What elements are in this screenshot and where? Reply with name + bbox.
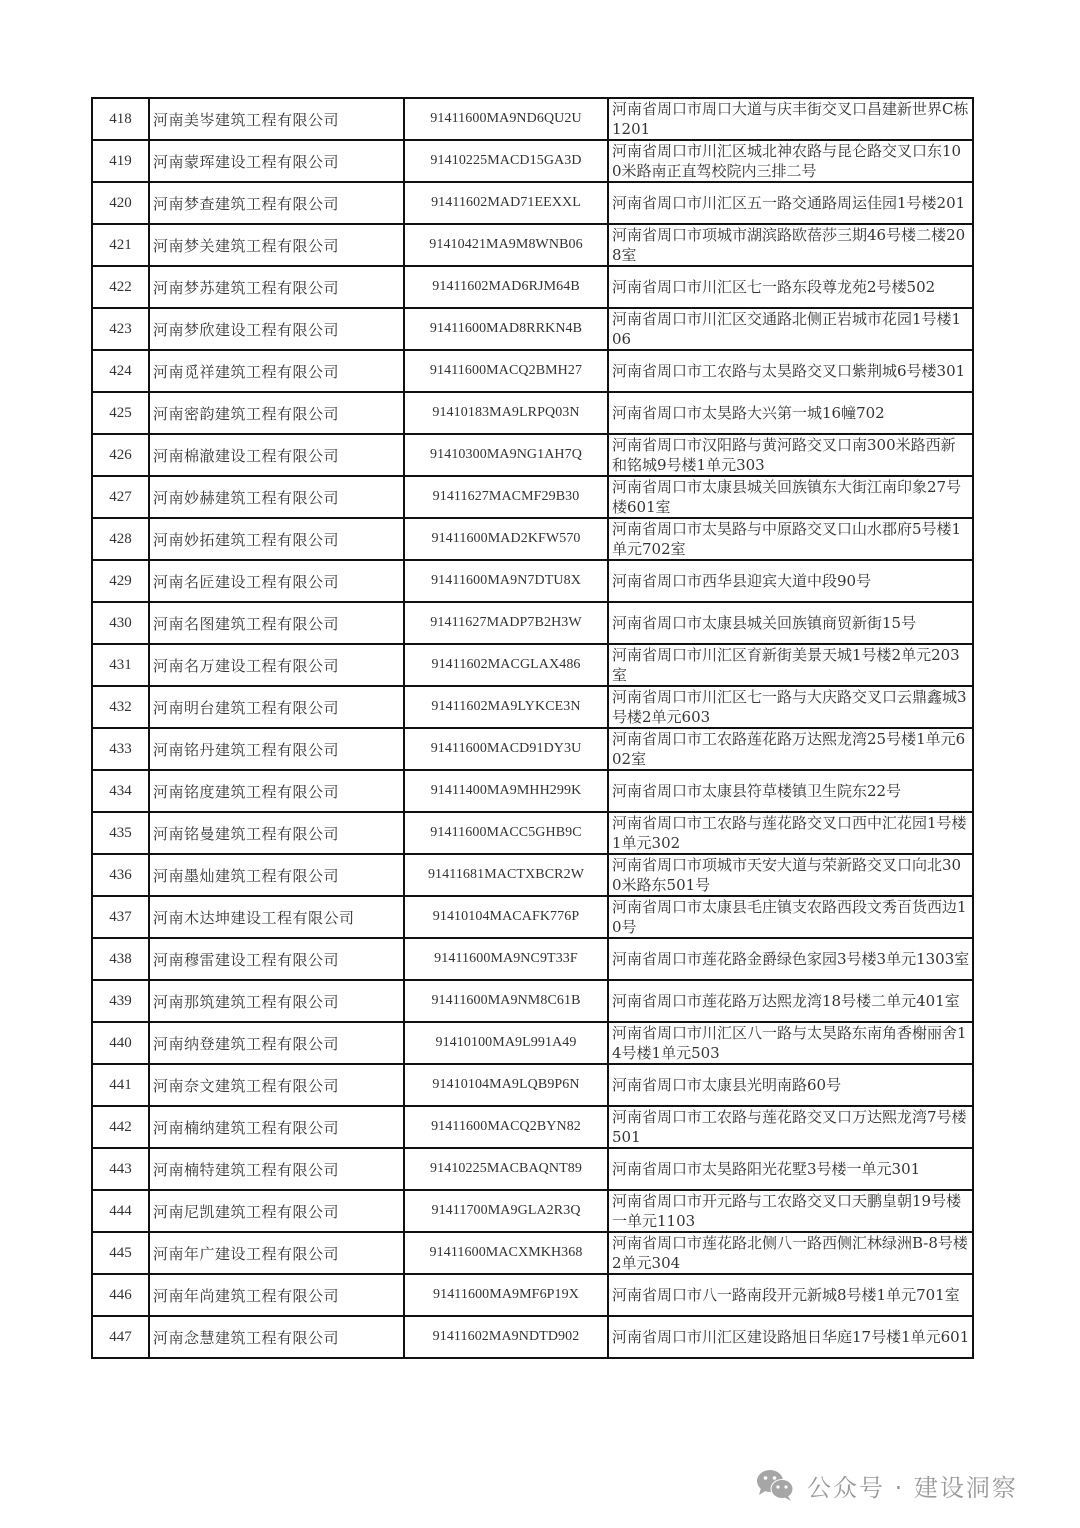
company-address: 河南省周口市太康县符草楼镇卫生院东22号	[608, 770, 973, 812]
row-number: 424	[92, 350, 149, 392]
company-name: 河南梦查建筑工程有限公司	[149, 182, 404, 224]
table-row	[92, 1316, 973, 1358]
company-address: 河南省周口市工农路与莲花路交叉口西中汇花园1号楼1单元302	[608, 812, 973, 854]
table-body	[92, 98, 973, 1358]
company-address: 河南省周口市川汇区七一路东段尊龙苑2号楼502	[608, 266, 973, 308]
row-number: 427	[92, 476, 149, 518]
table-row	[92, 602, 973, 644]
credit-code: 91411600MA9NC9T33F	[404, 938, 608, 980]
table-row	[92, 1148, 973, 1190]
company-name: 河南铭度建筑工程有限公司	[149, 770, 404, 812]
credit-code: 91410300MA9NG1AH7Q	[404, 434, 608, 476]
company-name: 河南穆雷建设工程有限公司	[149, 938, 404, 980]
row-number: 420	[92, 182, 149, 224]
row-number: 429	[92, 560, 149, 602]
company-name: 河南念慧建筑工程有限公司	[149, 1316, 404, 1358]
credit-code: 91411600MA9N7DTU8X	[404, 560, 608, 602]
company-name: 河南美岑建筑工程有限公司	[149, 98, 404, 140]
company-address: 河南省周口市太康县光明南路60号	[608, 1064, 973, 1106]
company-address: 河南省周口市太康县城关回族镇商贸新街15号	[608, 602, 973, 644]
company-name: 河南名匠建设工程有限公司	[149, 560, 404, 602]
company-address: 河南省周口市川汇区交通路北侧正岩城市花园1号楼106	[608, 308, 973, 350]
company-address: 河南省周口市太康县城关回族镇东大街江南印象27号楼601室	[608, 476, 973, 518]
company-name: 河南年广建设工程有限公司	[149, 1232, 404, 1274]
row-number: 418	[92, 98, 149, 140]
row-number: 439	[92, 980, 149, 1022]
row-number: 433	[92, 728, 149, 770]
credit-code: 91411600MACC5GHB9C	[404, 812, 608, 854]
company-address: 河南省周口市川汇区建设路旭日华庭17号楼1单元601	[608, 1316, 973, 1358]
row-number: 438	[92, 938, 149, 980]
company-address: 河南省周口市川汇区八一路与太昊路东南角香榭丽舍14号楼1单元503	[608, 1022, 973, 1064]
row-number: 444	[92, 1190, 149, 1232]
credit-code: 91410100MA9L991A49	[404, 1022, 608, 1064]
company-address: 河南省周口市开元路与工农路交叉口天鹏皇朝19号楼一单元1103	[608, 1190, 973, 1232]
company-name: 河南铭曼建筑工程有限公司	[149, 812, 404, 854]
table-row	[92, 98, 973, 140]
credit-code: 91411600MA9NM8C61B	[404, 980, 608, 1022]
row-number: 431	[92, 644, 149, 686]
company-address: 河南省周口市川汇区城北神农路与昆仑路交叉口东100米路南正直驾校院内三排二号	[608, 140, 973, 182]
table-row	[92, 896, 973, 938]
table-row	[92, 1064, 973, 1106]
table-row	[92, 266, 973, 308]
company-address: 河南省周口市川汇区七一路与大庆路交叉口云鼎鑫城3号楼2单元603	[608, 686, 973, 728]
credit-code: 91411600MACD91DY3U	[404, 728, 608, 770]
credit-code: 91411602MAD71EEXXL	[404, 182, 608, 224]
credit-code: 91411400MA9MHH299K	[404, 770, 608, 812]
company-name: 河南棉澈建设工程有限公司	[149, 434, 404, 476]
credit-code: 91411600MACQ2BMH27	[404, 350, 608, 392]
company-address: 河南省周口市川汇区育新街美景天城1号楼2单元203室	[608, 644, 973, 686]
table-row	[92, 812, 973, 854]
credit-code: 91411681MACTXBCR2W	[404, 854, 608, 896]
credit-code: 91411602MACGLAX486	[404, 644, 608, 686]
row-number: 443	[92, 1148, 149, 1190]
company-name: 河南妙赫建筑工程有限公司	[149, 476, 404, 518]
company-address: 河南省周口市西华县迎宾大道中段90号	[608, 560, 973, 602]
table-row	[92, 140, 973, 182]
table-row	[92, 434, 973, 476]
company-name: 河南年尚建筑工程有限公司	[149, 1274, 404, 1316]
row-number: 434	[92, 770, 149, 812]
company-address: 河南省周口市太昊路阳光花墅3号楼一单元301	[608, 1148, 973, 1190]
watermark	[755, 1465, 1018, 1505]
table-row	[92, 1232, 973, 1274]
company-address: 河南省周口市太昊路大兴第一城16幢702	[608, 392, 973, 434]
table-row	[92, 854, 973, 896]
row-number: 426	[92, 434, 149, 476]
table-row	[92, 392, 973, 434]
table-row	[92, 560, 973, 602]
company-name: 河南密韵建筑工程有限公司	[149, 392, 404, 434]
row-number: 423	[92, 308, 149, 350]
table-row	[92, 980, 973, 1022]
company-name: 河南梦苏建筑工程有限公司	[149, 266, 404, 308]
company-address: 河南省周口市项城市天安大道与荣新路交叉口向北300米路东501号	[608, 854, 973, 896]
table-row	[92, 1106, 973, 1148]
table-row	[92, 476, 973, 518]
table-row	[92, 350, 973, 392]
company-name: 河南梦关建筑工程有限公司	[149, 224, 404, 266]
company-name: 河南明台建筑工程有限公司	[149, 686, 404, 728]
company-address: 河南省周口市工农路与太昊路交叉口紫荆城6号楼301	[608, 350, 973, 392]
credit-code: 91411600MA9MF6P19X	[404, 1274, 608, 1316]
row-number: 428	[92, 518, 149, 560]
credit-code: 91411600MACQ2BYN82	[404, 1106, 608, 1148]
credit-code: 91410183MA9LRPQ03N	[404, 392, 608, 434]
credit-code: 91411602MAD6RJM64B	[404, 266, 608, 308]
company-address: 河南省周口市太昊路与中原路交叉口山水郡府5号楼1单元702室	[608, 518, 973, 560]
company-name: 河南铭丹建筑工程有限公司	[149, 728, 404, 770]
credit-code: 91410104MA9LQB9P6N	[404, 1064, 608, 1106]
row-number: 419	[92, 140, 149, 182]
row-number: 442	[92, 1106, 149, 1148]
credit-code: 91410104MACAFK776P	[404, 896, 608, 938]
company-name: 河南奈文建筑工程有限公司	[149, 1064, 404, 1106]
row-number: 430	[92, 602, 149, 644]
company-name: 河南妙拓建筑工程有限公司	[149, 518, 404, 560]
company-address: 河南省周口市项城市湖滨路欧蓓莎三期46号楼二楼208室	[608, 224, 973, 266]
row-number: 447	[92, 1316, 149, 1358]
company-name: 河南纳登建筑工程有限公司	[149, 1022, 404, 1064]
credit-code: 91411600MACXMKH368	[404, 1232, 608, 1274]
company-name: 河南楠特建筑工程有限公司	[149, 1148, 404, 1190]
company-name: 河南尼凯建筑工程有限公司	[149, 1190, 404, 1232]
row-number: 432	[92, 686, 149, 728]
company-address: 河南省周口市川汇区五一路交通路周运佳园1号楼201	[608, 182, 973, 224]
credit-code: 91411627MADP7B2H3W	[404, 602, 608, 644]
company-name: 河南木达坤建设工程有限公司	[149, 896, 404, 938]
credit-code: 91411600MA9ND6QU2U	[404, 98, 608, 140]
company-name: 河南梦欣建设工程有限公司	[149, 308, 404, 350]
credit-code: 91410225MACBAQNT89	[404, 1148, 608, 1190]
table-row	[92, 938, 973, 980]
row-number: 421	[92, 224, 149, 266]
row-number: 437	[92, 896, 149, 938]
row-number: 435	[92, 812, 149, 854]
company-address: 河南省周口市莲花路北侧八一路西侧汇林绿洲B-8号楼2单元304	[608, 1232, 973, 1274]
credit-code: 91411600MAD2KFW570	[404, 518, 608, 560]
credit-code: 91410225MACD15GA3D	[404, 140, 608, 182]
row-number: 436	[92, 854, 149, 896]
row-number: 440	[92, 1022, 149, 1064]
row-number: 445	[92, 1232, 149, 1274]
table-row	[92, 686, 973, 728]
row-number: 422	[92, 266, 149, 308]
credit-code: 91411602MA9NDTD902	[404, 1316, 608, 1358]
company-name: 河南楠纳建筑工程有限公司	[149, 1106, 404, 1148]
table-row	[92, 224, 973, 266]
company-name: 河南那筑建筑工程有限公司	[149, 980, 404, 1022]
table-row	[92, 644, 973, 686]
company-name: 河南觅祥建筑工程有限公司	[149, 350, 404, 392]
company-address: 河南省周口市周口大道与庆丰街交叉口昌建新世界C栋1201	[608, 98, 973, 140]
wechat-icon	[755, 1468, 795, 1502]
table-row	[92, 1274, 973, 1316]
table-row	[92, 182, 973, 224]
table-row	[92, 728, 973, 770]
credit-code: 91411700MA9GLA2R3Q	[404, 1190, 608, 1232]
company-address: 河南省周口市太康县毛庄镇支农路西段文秀百货西边10号	[608, 896, 973, 938]
credit-code: 91411600MAD8RRKN4B	[404, 308, 608, 350]
credit-code: 91410421MA9M8WNB06	[404, 224, 608, 266]
company-name: 河南名万建设工程有限公司	[149, 644, 404, 686]
company-address: 河南省周口市莲花路金爵绿色家园3号楼3单元1303室	[608, 938, 973, 980]
table-row	[92, 770, 973, 812]
row-number: 425	[92, 392, 149, 434]
credit-code: 91411627MACMF29B30	[404, 476, 608, 518]
company-registry-table	[91, 97, 974, 1359]
company-address: 河南省周口市八一路南段开元新城8号楼1单元701室	[608, 1274, 973, 1316]
table-row	[92, 1022, 973, 1064]
company-address: 河南省周口市工农路与莲花路交叉口万达熙龙湾7号楼501	[608, 1106, 973, 1148]
row-number: 446	[92, 1274, 149, 1316]
watermark-text: 公众号 · 建设洞察	[807, 1473, 1018, 1502]
company-address: 河南省周口市莲花路万达熙龙湾18号楼二单元401室	[608, 980, 973, 1022]
company-name: 河南墨灿建筑工程有限公司	[149, 854, 404, 896]
company-name: 河南蒙珲建设工程有限公司	[149, 140, 404, 182]
table-row	[92, 308, 973, 350]
table-row	[92, 1190, 973, 1232]
company-address: 河南省周口市汉阳路与黄河路交叉口南300米路西新和铭城9号楼1单元303	[608, 434, 973, 476]
company-address: 河南省周口市工农路莲花路万达熙龙湾25号楼1单元602室	[608, 728, 973, 770]
credit-code: 91411602MA9LYKCE3N	[404, 686, 608, 728]
company-name: 河南名图建筑工程有限公司	[149, 602, 404, 644]
row-number: 441	[92, 1064, 149, 1106]
table-row	[92, 518, 973, 560]
